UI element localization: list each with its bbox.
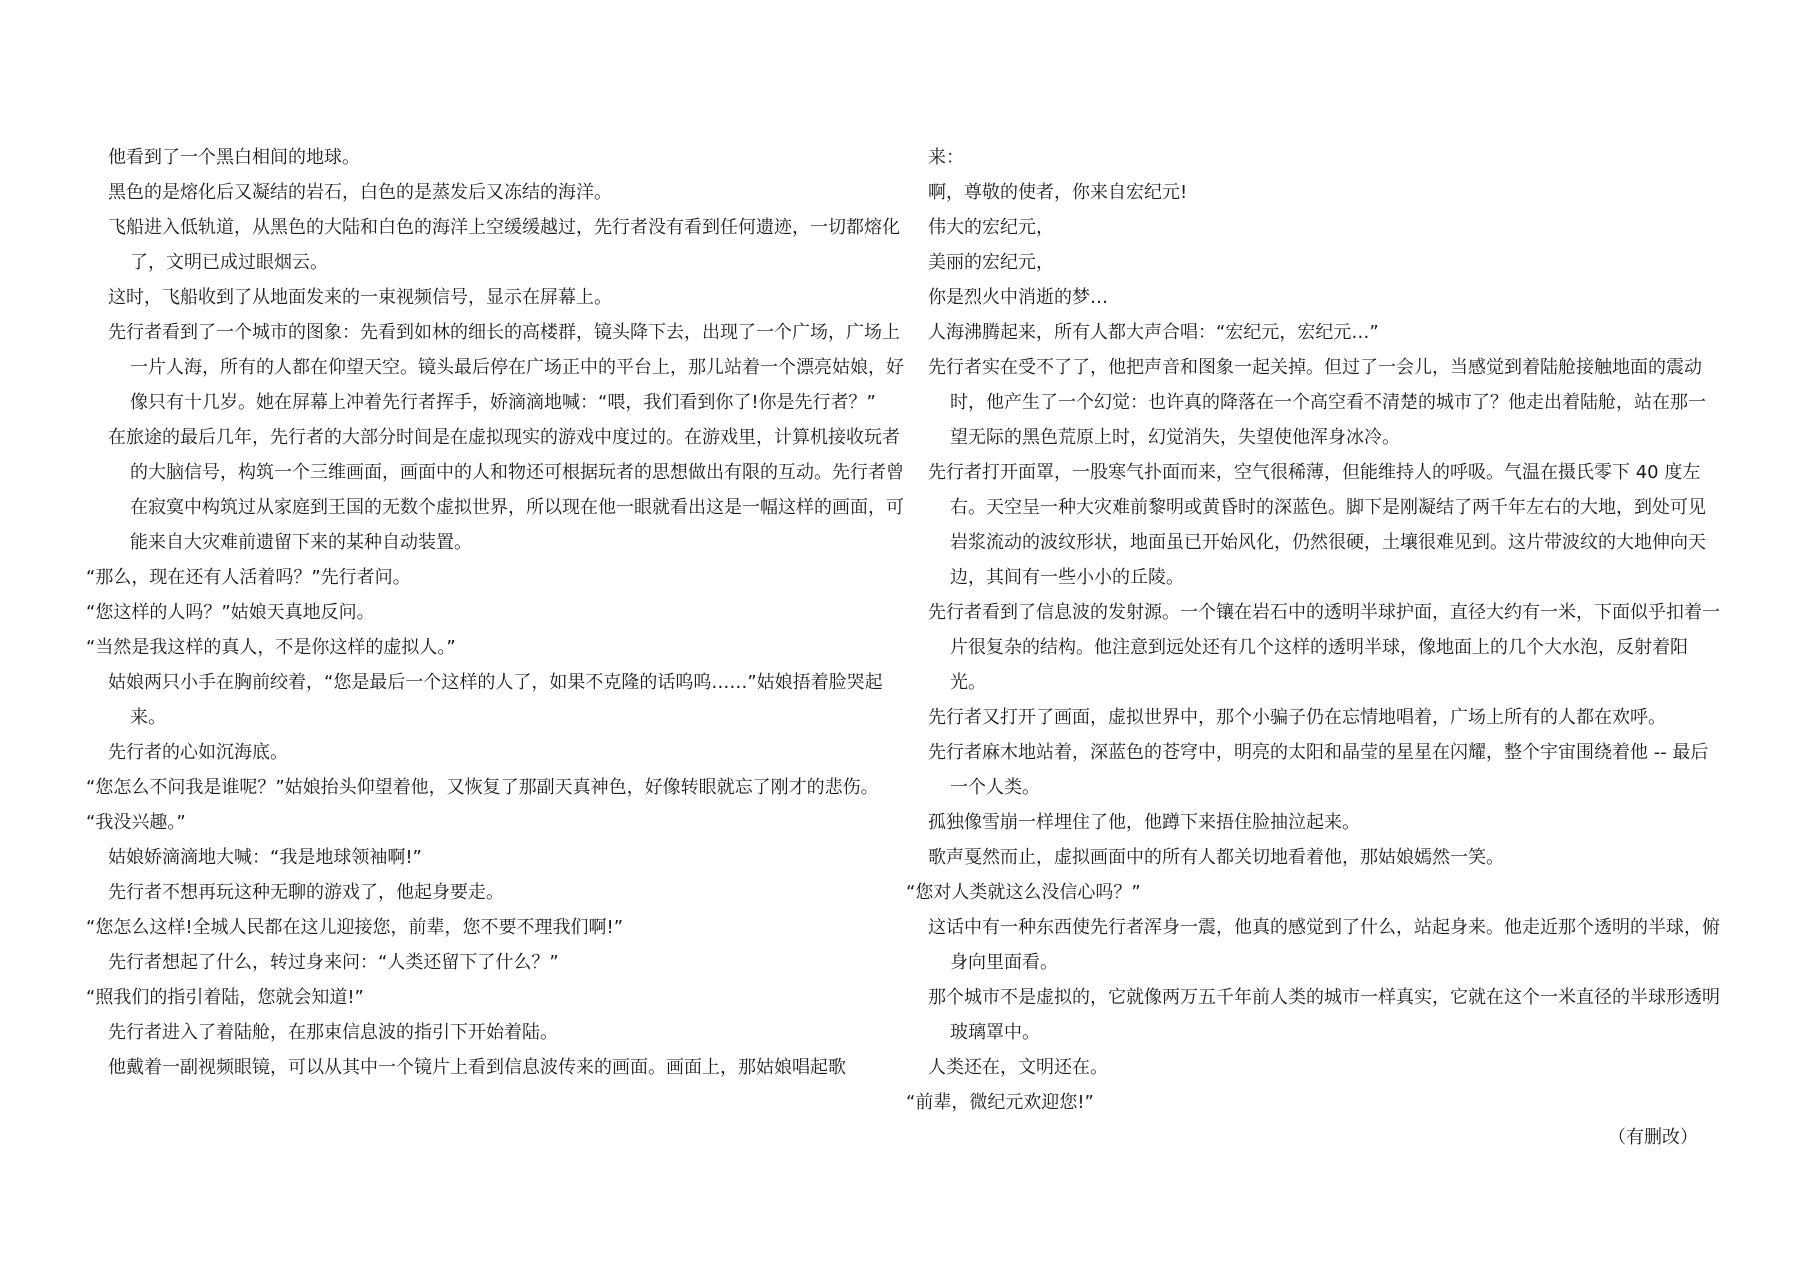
paragraph: 他戴着一副视频眼镜，可以从其中一个镜片上看到信息波传来的画面。画面上，那姑娘唱起歌	[108, 1057, 846, 1078]
paragraph: 你是烈火中消逝的梦…	[928, 287, 1108, 308]
paragraph: 先行者看到了信息波的发射源。一个镶在岩石中的透明半球护面，直径大约有一米，下面似乎扣着一片很复杂的结构。他注意到远处还有几个这样的透明半球，像地面上的几个大水泡，反射着阳光。	[928, 602, 1720, 693]
paragraph: 在旅途的最后几年，先行者的大部分时间是在虚拟现实的游戏中度过的。在游戏里，计算机接收玩者的大脑信号，构筑一个三维画面，画面中的人和物还可根据玩者的思想做出有限的互动。先行者曾在寂寞中构筑过从家庭到王国的无数个虚拟世界，所以现在他一眼就看出这是一幅这样的画面，可能来自大灾难前遗留下来的某种自动装置。	[108, 427, 904, 553]
paragraph: “我没兴趣。”	[86, 812, 186, 833]
paragraph: “您怎么不问我是谁呢？”姑娘抬头仰望着他，又恢复了那副天真神色，好像转眼就忘了刚才的悲伤。	[86, 777, 879, 798]
paragraph: 先行者又打开了画面，虚拟世界中，那个小骗子仍在忘情地唱着，广场上所有的人都在欢呼。	[928, 707, 1666, 728]
paragraph: 姑娘两只小手在胸前绞着，“您是最后一个这样的人了，如果不克隆的话呜呜……”姑娘捂着脸哭起来。	[108, 672, 883, 728]
paragraph: 先行者想起了什么，转过身来问：“人类还留下了什么？”	[108, 952, 559, 973]
right-column	[906, 140, 1720, 1155]
left-column	[86, 140, 908, 1085]
paragraph: 先行者进入了着陆舱，在那束信息波的指引下开始着陆。	[108, 1022, 558, 1043]
paragraph: 孤独像雪崩一样埋住了他，他蹲下来捂住脸抽泣起来。	[928, 812, 1360, 833]
paragraph: “您怎么这样!全城人民都在这儿迎接您，前辈，您不要不理我们啊!”	[86, 917, 624, 938]
paragraph: 先行者实在受不了了，他把声音和图象一起关掉。但过了一会儿，当感觉到着陆舱接触地面的震动时，他产生了一个幻觉：也许真的降落在一个高空看不清楚的城市了？他走出着陆舱，站在那一望无际的黑色荒原上时，幻觉消失，失望使他浑身冰冷。	[928, 357, 1706, 448]
paragraph: 歌声戛然而止，虚拟画面中的所有人都关切地看着他，那姑娘嫣然一笑。	[928, 847, 1504, 868]
paragraph: “您这样的人吗？”姑娘天真地反问。	[86, 602, 375, 623]
paragraph: 飞船进入低轨道，从黑色的大陆和白色的海洋上空缓缓越过，先行者没有看到任何遗迹，一切都熔化了，文明已成过眼烟云。	[108, 217, 900, 273]
paragraph: 这话中有一种东西使先行者浑身一震，他真的感觉到了什么，站起身来。他走近那个透明的半球，俯身向里面看。	[928, 917, 1720, 973]
paragraph: 人类还在，文明还在。	[928, 1057, 1108, 1078]
paragraph: “前辈，微纪元欢迎您!”	[906, 1092, 1094, 1113]
paragraph: 这时，飞船收到了从地面发来的一束视频信号，显示在屏幕上。	[108, 287, 612, 308]
paragraph: “当然是我这样的真人，不是你这样的虚拟人。”	[86, 637, 456, 658]
paragraph: 啊，尊敬的使者，你来自宏纪元!	[928, 182, 1188, 203]
paragraph: 他看到了一个黑白相间的地球。	[108, 147, 360, 168]
paragraph: 先行者看到了一个城市的图象：先看到如林的细长的高楼群，镜头降下去，出现了一个广场，广场上一片人海，所有的人都在仰望天空。镜头最后停在广场正中的平台上，那儿站着一个漂亮姑娘，好像只有十几岁。她在屏幕上冲着先行者挥手，娇滴滴地喊：“喂，我们看到你了!你是先行者？”	[108, 322, 904, 413]
paragraph: “照我们的指引着陆，您就会知道!”	[86, 987, 364, 1008]
paragraph: 黑色的是熔化后又凝结的岩石，白色的是蒸发后又冻结的海洋。	[108, 182, 612, 203]
paragraph: 来：	[928, 147, 964, 168]
paragraph: 伟大的宏纪元，	[928, 217, 1054, 238]
paragraph: “那么，现在还有人活着吗？”先行者问。	[86, 567, 411, 588]
paragraph: 先行者的心如沉海底。	[108, 742, 288, 763]
paragraph: 姑娘娇滴滴地大喊：“我是地球领袖啊!”	[108, 847, 422, 868]
paragraph: 先行者不想再玩这种无聊的游戏了，他起身要走。	[108, 882, 504, 903]
paragraph: 美丽的宏纪元，	[928, 252, 1054, 273]
paragraph: 那个城市不是虚拟的，它就像两万五千年前人类的城市一样真实，它就在这个一米直径的半球形透明玻璃罩中。	[928, 987, 1720, 1043]
paragraph: 人海沸腾起来，所有人都大声合唱：“宏纪元，宏纪元…”	[928, 322, 1379, 343]
paragraph: 先行者麻木地站着，深蓝色的苍穹中，明亮的太阳和晶莹的星星在闪耀，整个宇宙围绕着他 -- 最后一个人类。	[928, 742, 1709, 798]
paragraph: 先行者打开面罩，一股寒气扑面而来，空气很稀薄，但能维持人的呼吸。气温在摄氏零下 40 度左右。天空呈一种大灾难前黎明或黄昏时的深蓝色。脚下是刚凝结了两千年左右的大地，到处可见岩浆流动的波纹形状，地面虽已开始风化，仍然很硬，土壤很难见到。这片带波纹的大地伸向天边，其间有一些小小的丘陵。	[928, 462, 1706, 588]
edit-note: （有删改）	[1608, 1127, 1698, 1148]
paragraph: “您对人类就这么没信心吗？”	[906, 882, 1141, 903]
